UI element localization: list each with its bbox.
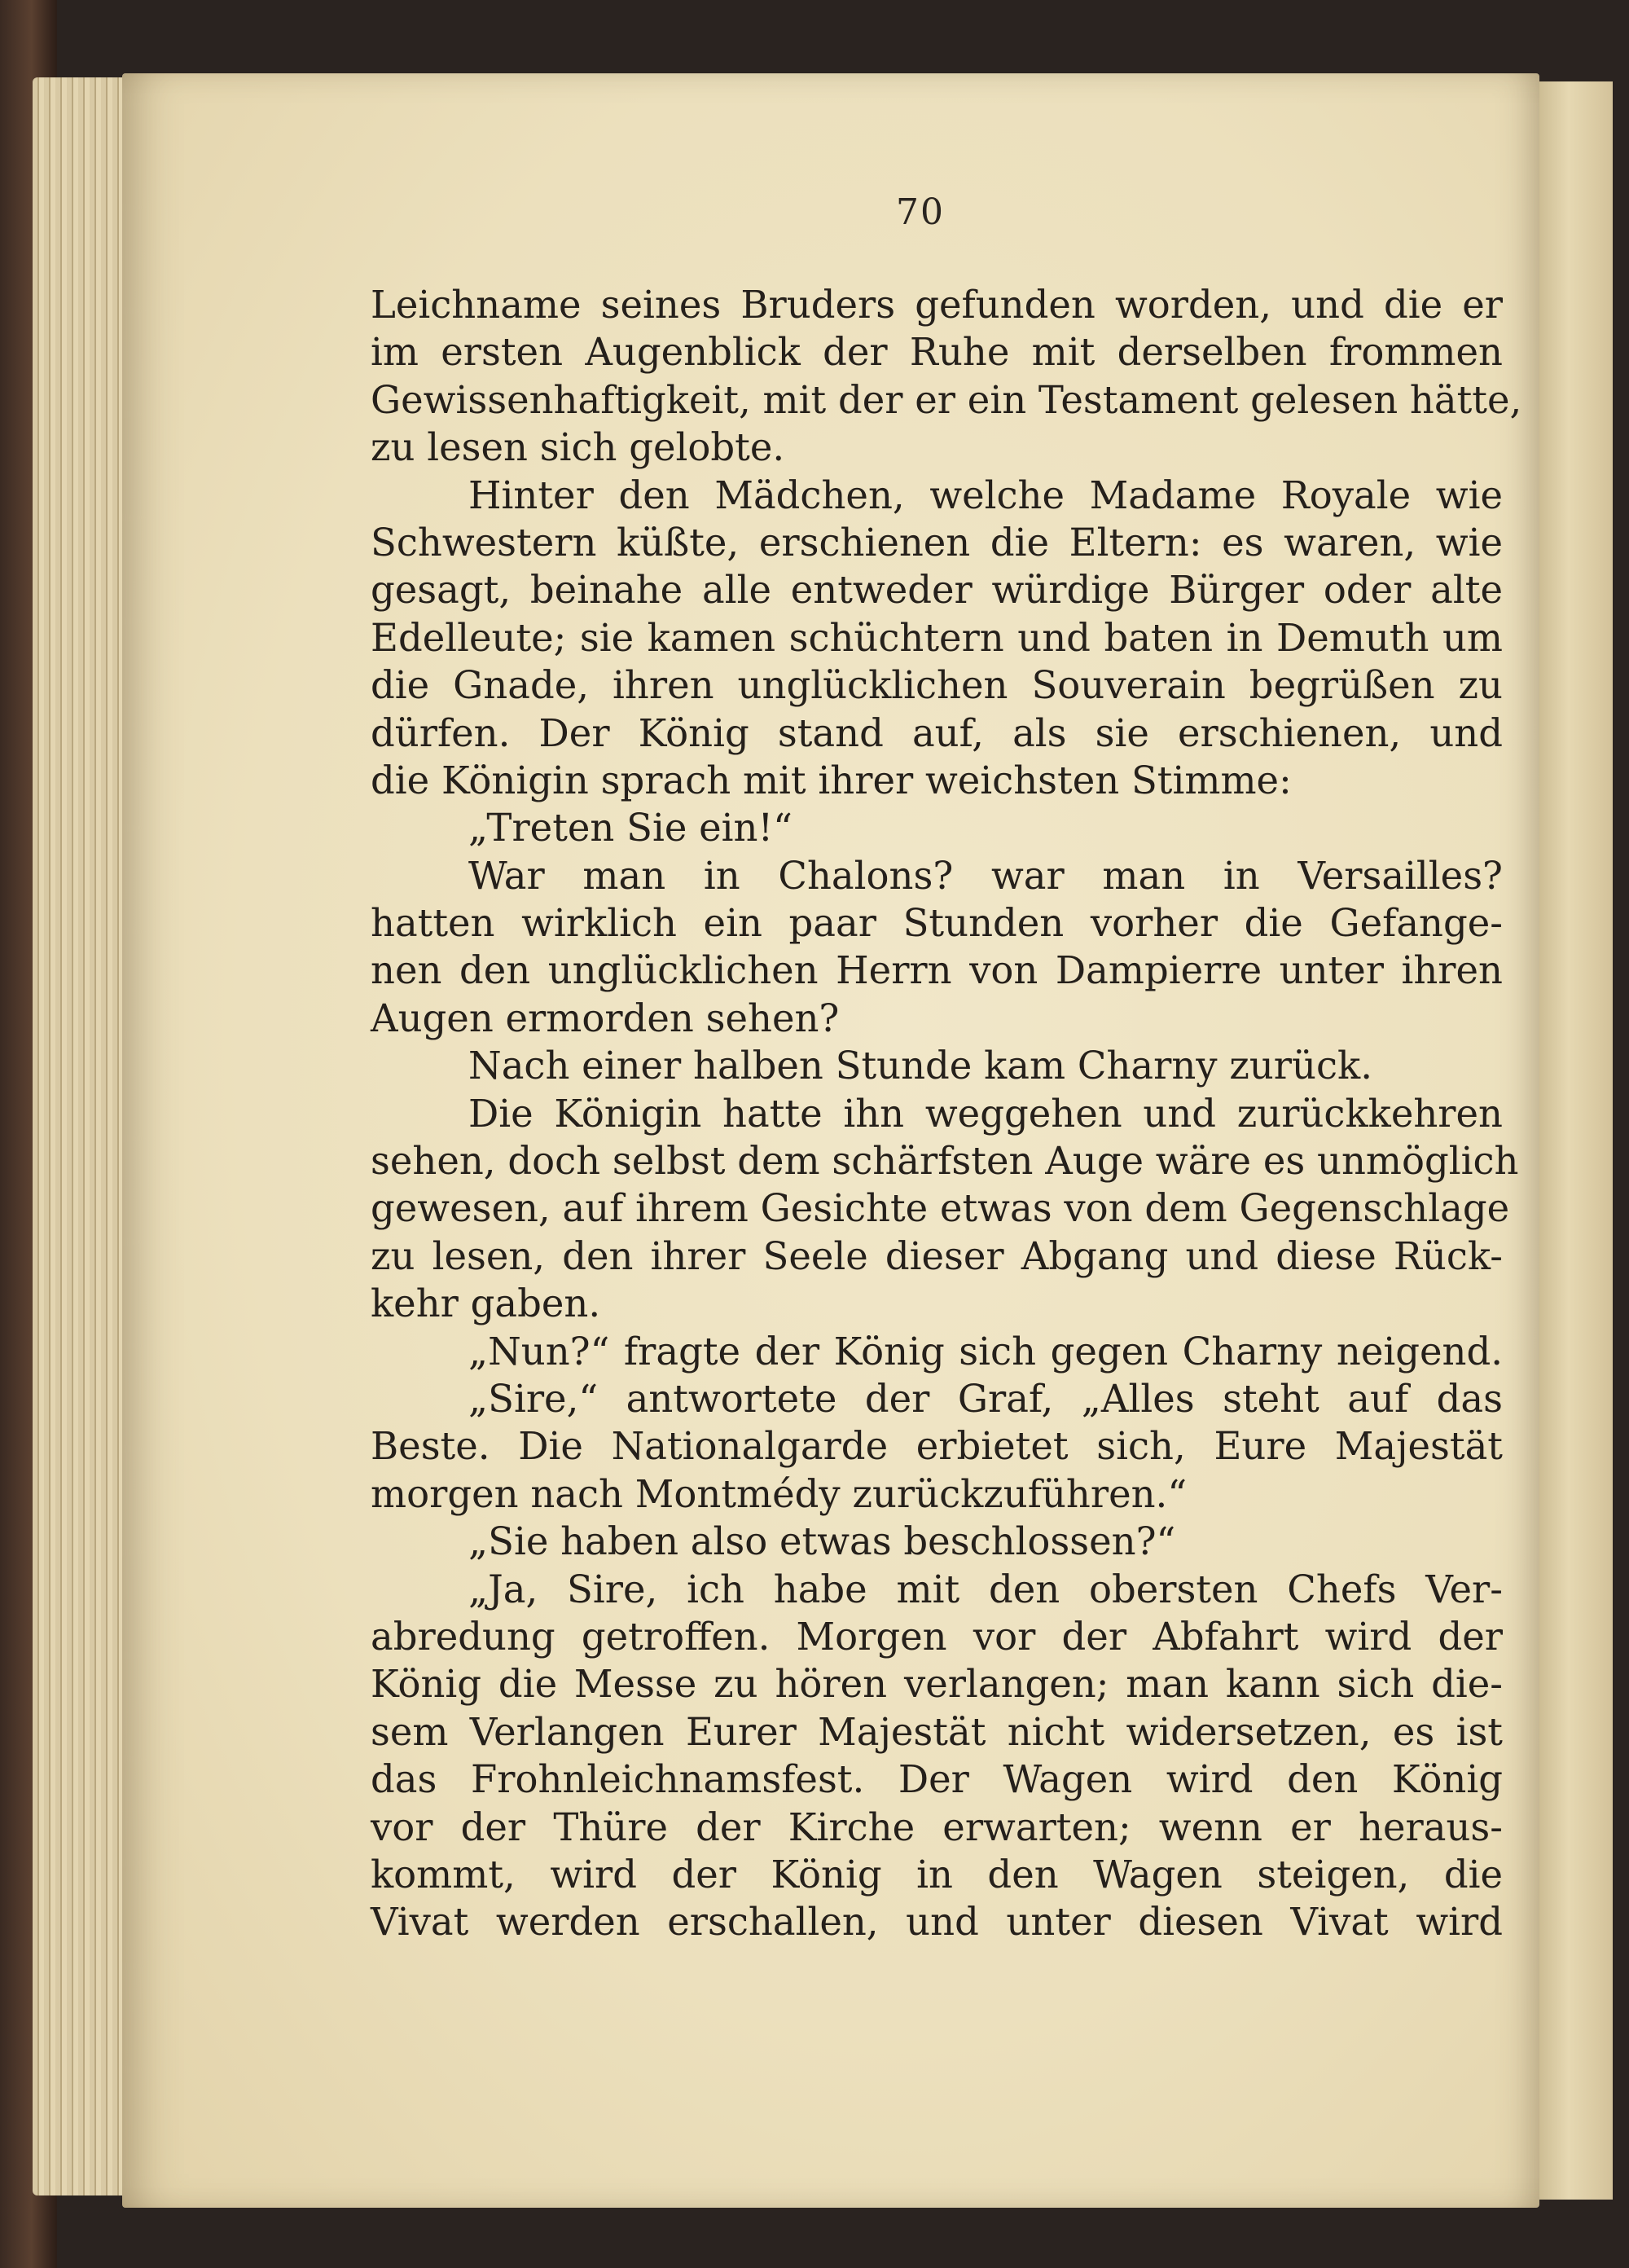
text-line: die Königin sprach mit ihrer weichsten Stimme: xyxy=(371,758,1292,802)
text-line: zu lesen, den ihrer Seele dieser Abgang und diese Rück- xyxy=(371,1233,1503,1278)
text-line: „Sie haben also etwas beschlossen?“ xyxy=(468,1519,1176,1564)
text-line: dürfen. Der König stand auf, als sie erschienen, und xyxy=(371,710,1503,755)
text-line: „Ja, Sire, ich habe mit den obersten Chefs Ver- xyxy=(468,1567,1503,1611)
text-line: Schwestern küßte, erschienen die Eltern: es waren, wie xyxy=(371,520,1503,565)
text-line: „Sire,“ antwortete der Graf, „Alles steht auf das xyxy=(468,1376,1503,1421)
text-line: Gewissenhaftigkeit, mit der er ein Testament gelesen hätte, xyxy=(371,377,1522,422)
text-line: im ersten Augenblick der Ruhe mit derselben frommen xyxy=(371,330,1503,375)
text-line: gewesen, auf ihrem Gesichte etwas von dem Gegenschlage xyxy=(371,1186,1510,1231)
text-line: Edelleute; sie kamen schüchtern und baten in Demuth um xyxy=(371,615,1503,660)
page-number: 70 xyxy=(896,191,945,233)
text-line: morgen nach Montmédy zurückzuführen.“ xyxy=(371,1471,1188,1516)
text-line: die Gnade, ihren unglücklichen Souverain begrüßen zu xyxy=(371,663,1503,708)
text-line: War man in Chalons? war man in Versailles? xyxy=(468,853,1503,898)
text-line: nen den unglücklichen Herrn von Dampierre unter ihren xyxy=(371,948,1503,993)
text-line: Leichname seines Bruders gefunden worden, und die er xyxy=(371,283,1503,327)
text-line: Hinter den Mädchen, welche Madame Royale wie xyxy=(468,472,1503,517)
text-line: Vivat werden erschallen, und unter diesen Vivat wird xyxy=(371,1900,1503,1945)
text-line: zu lesen sich gelobte. xyxy=(371,425,785,470)
text-line: das Frohnleichnamsfest. Der Wagen wird den König xyxy=(371,1757,1503,1802)
text-line: gesagt, beinahe alle entweder würdige Bürger oder alte xyxy=(371,568,1503,613)
facing-page-edge xyxy=(1539,81,1613,2200)
text-line: kommt, wird der König in den Wagen steigen, die xyxy=(371,1852,1503,1897)
text-line: hatten wirklich ein paar Stunden vorher die Gefange- xyxy=(371,901,1503,946)
text-line: Die Königin hatte ihn weggehen und zurückkehren xyxy=(468,1091,1503,1136)
text-line: kehr gaben. xyxy=(371,1281,601,1326)
text-line: König die Messe zu hören verlangen; man kann sich die- xyxy=(371,1662,1503,1707)
text-line: sehen, doch selbst dem schärfsten Auge wäre es unmöglich xyxy=(371,1139,1519,1184)
text-line: „Nun?“ fragte der König sich gegen Charny neigend. xyxy=(468,1329,1503,1374)
text-line: „Treten Sie ein!“ xyxy=(468,806,793,850)
text-line: Beste. Die Nationalgarde erbietet sich, Eure Majestät xyxy=(371,1424,1503,1469)
text-line: Augen ermorden sehen? xyxy=(371,996,840,1040)
text-line: Nach einer halben Stunde kam Charny zurück. xyxy=(468,1044,1372,1088)
text-line: abredung getroffen. Morgen vor der Abfahrt wird der xyxy=(371,1614,1503,1659)
page-text xyxy=(371,281,1522,1946)
text-line: vor der Thüre der Kirche erwarten; wenn er heraus- xyxy=(371,1804,1503,1849)
text-line: sem Verlangen Eurer Majestät nicht widersetzen, es ist xyxy=(371,1709,1503,1754)
